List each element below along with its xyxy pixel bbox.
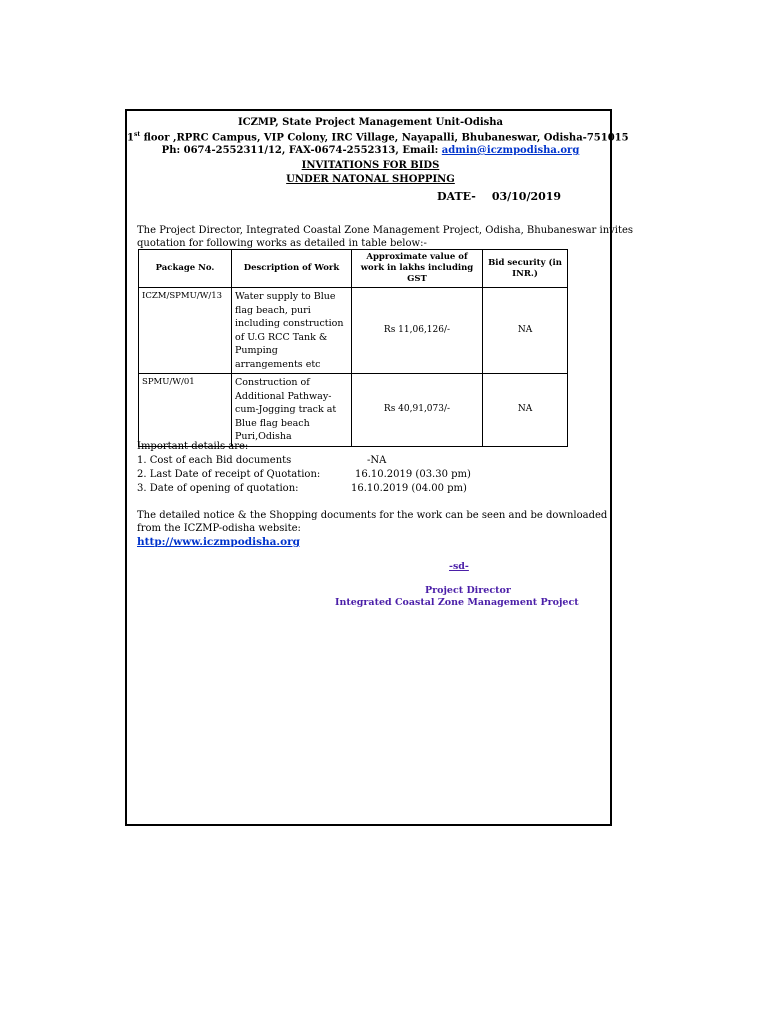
table-row	[139, 374, 568, 447]
bid-security: NA	[483, 288, 568, 374]
email-link[interactable]: admin@iczmpodisha.org	[441, 145, 580, 156]
approx-value: Rs 11,06,126/-	[352, 288, 483, 374]
detail-value: -NA	[367, 455, 387, 466]
header-description: Description of Work	[232, 250, 352, 288]
intro-line-1: The Project Director, Integrated Coastal Zone Management Project, Odisha, Bhubaneswar invites	[137, 225, 634, 236]
details-heading: Important details are:	[137, 441, 249, 452]
website-link[interactable]: http://www.iczmpodisha.org	[137, 536, 300, 548]
title-invitations: INVITATIONS FOR BIDS	[301, 160, 440, 171]
signature-sd: -sd-	[449, 561, 469, 572]
header-security: Bid security (in INR.)	[483, 250, 568, 288]
detail-value: 16.10.2019 (03.30 pm)	[355, 469, 471, 480]
bids-table	[138, 249, 568, 447]
table-header-row	[139, 250, 568, 288]
signature-org: Integrated Coastal Zone Management Project	[335, 597, 579, 608]
approx-value: Rs 40,91,073/-	[352, 374, 483, 447]
work-description: Construction of Additional Pathway-cum-Jogging track at Blue flag beach Puri,Odisha	[232, 374, 352, 447]
org-title: ICZMP, State Project Management Unit-Odisha	[237, 117, 504, 128]
table-row	[139, 288, 568, 374]
intro-line-2: quotation for following works as detailed in table below:-	[137, 238, 427, 249]
detail-value: 16.10.2019 (04.00 pm)	[351, 483, 467, 494]
title-shopping: UNDER NATONAL SHOPPING	[286, 174, 455, 185]
document-page	[125, 109, 634, 826]
org-contact: Ph: 0674-2552311/12, FAX-0674-2552313, Email: admin@iczmpodisha.org	[161, 145, 580, 156]
detail-label: 2. Last Date of receipt of Quotation:	[137, 469, 321, 480]
notice-line-2: from the ICZMP-odisha website:	[137, 523, 301, 534]
header-package: Package No.	[139, 250, 232, 288]
website-link-container	[137, 536, 300, 548]
work-description: Water supply to Blue flag beach, puri including construction of U.G RCC Tank & Pumping arrangements etc	[232, 288, 352, 374]
package-no: ICZM/SPMU/W/13	[139, 288, 232, 374]
date-line: DATE- 03/10/2019	[437, 190, 562, 203]
detail-label: 1. Cost of each Bid documents	[137, 455, 292, 466]
header-value: Approximate value of work in lakhs including GST	[352, 250, 483, 288]
detail-label: 3. Date of opening of quotation:	[137, 483, 299, 494]
notice-line-1: The detailed notice & the Shopping documents for the work can be seen and be downloaded	[137, 510, 608, 521]
org-address: 1st floor ,RPRC Campus, VIP Colony, IRC Village, Nayapalli, Bhubaneswar, Odisha-751015	[127, 131, 629, 144]
package-no: SPMU/W/01	[139, 374, 232, 447]
bid-security: NA	[483, 374, 568, 447]
signature-title: Project Director	[425, 585, 511, 596]
